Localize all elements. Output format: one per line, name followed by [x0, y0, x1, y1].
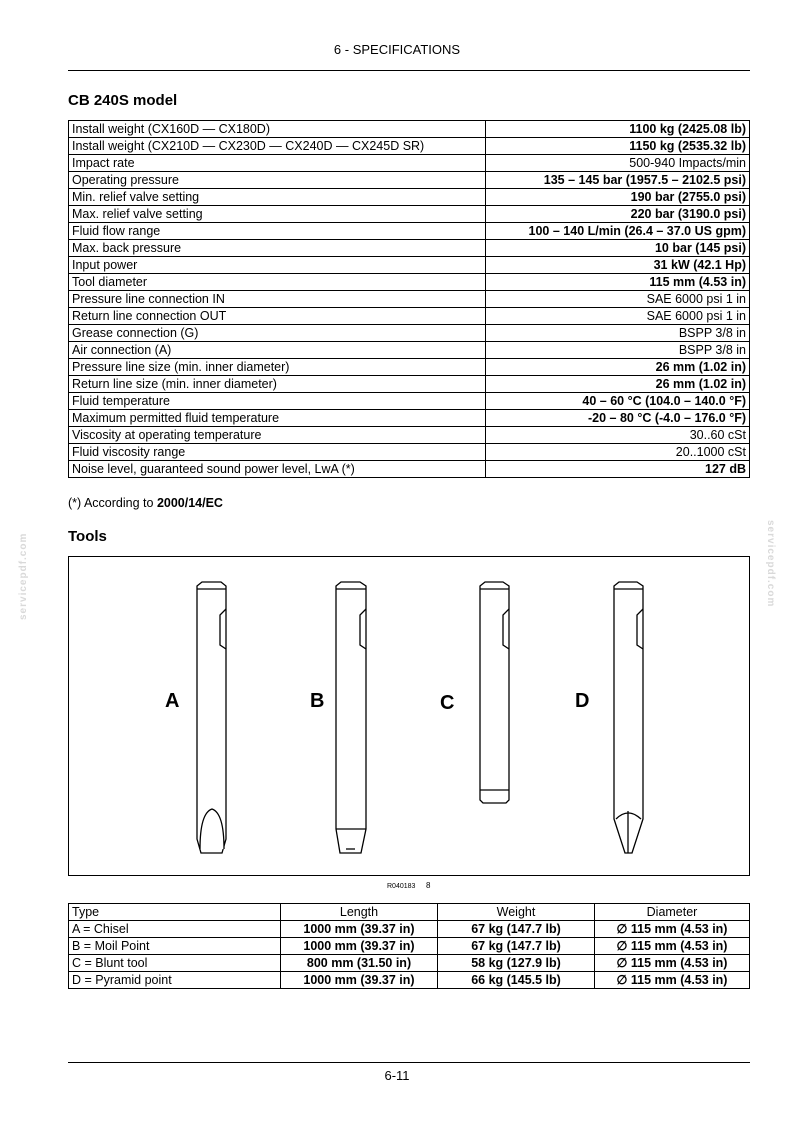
tool-letter-d: D	[575, 690, 590, 712]
spec-value: 1150 kg (2535.32 lb)	[486, 138, 750, 155]
tool-row	[69, 921, 750, 938]
page-number: 6-11	[384, 1068, 410, 1083]
spec-row	[69, 172, 750, 189]
tool-length-cell: 800 mm (31.50 in)	[281, 955, 438, 972]
tool-b-moil-point-drawing	[336, 582, 366, 853]
spec-value: 30..60 cSt	[486, 427, 750, 444]
spec-row	[69, 206, 750, 223]
spec-value: 115 mm (4.53 in)	[486, 274, 750, 291]
page-header: 6 - SPECIFICATIONS	[333, 42, 461, 57]
spec-value: 1100 kg (2425.08 lb)	[486, 121, 750, 138]
tool-row	[69, 955, 750, 972]
tool-letter-c: C	[440, 692, 455, 714]
spec-row	[69, 274, 750, 291]
spec-value: 100 – 140 L/min (26.4 – 37.0 US gpm)	[486, 223, 750, 240]
tool-type-cell: D = Pyramid point	[69, 972, 281, 989]
footnote-directive: 2000/14/EC	[156, 496, 223, 510]
spec-label: Pressure line connection IN	[69, 291, 486, 308]
spec-value: 220 bar (3190.0 psi)	[486, 206, 750, 223]
spec-label: Fluid viscosity range	[69, 444, 486, 461]
tool-letter-b: B	[310, 690, 325, 712]
footnote	[68, 496, 223, 510]
spec-label: Tool diameter	[69, 274, 486, 291]
tool-row	[69, 938, 750, 955]
col-header-length: Length	[281, 904, 438, 921]
tool-type-cell: B = Moil Point	[69, 938, 281, 955]
model-title: CB 240S model	[68, 92, 178, 109]
tool-diameter-cell: ∅ 115 mm (4.53 in)	[595, 955, 750, 972]
tool-type-cell: A = Chisel	[69, 921, 281, 938]
tool-row	[69, 972, 750, 989]
spec-row	[69, 427, 750, 444]
spec-label: Maximum permitted fluid temperature	[69, 410, 486, 427]
spec-row	[69, 121, 750, 138]
spec-value: 31 kW (42.1 Hp)	[486, 257, 750, 274]
figure-number: 8	[426, 881, 431, 890]
spec-label: Fluid temperature	[69, 393, 486, 410]
spec-label: Input power	[69, 257, 486, 274]
tool-a-chisel-drawing	[197, 582, 226, 853]
tool-letter-a: A	[165, 690, 180, 712]
spec-label: Max. relief valve setting	[69, 206, 486, 223]
spec-value: 26 mm (1.02 in)	[486, 376, 750, 393]
spec-value: 135 – 145 bar (1957.5 – 2102.5 psi)	[486, 172, 750, 189]
spec-label: Max. back pressure	[69, 240, 486, 257]
tools-table-header-row	[69, 904, 750, 921]
spec-row	[69, 240, 750, 257]
spec-row	[69, 257, 750, 274]
spec-row	[69, 461, 750, 478]
footer-rule	[68, 1062, 750, 1063]
tool-length-cell: 1000 mm (39.37 in)	[281, 921, 438, 938]
spec-label: Impact rate	[69, 155, 486, 172]
tools-figure	[68, 556, 750, 876]
spec-row	[69, 359, 750, 376]
spec-row	[69, 223, 750, 240]
header-rule	[68, 70, 750, 71]
spec-row	[69, 308, 750, 325]
tool-length-cell: 1000 mm (39.37 in)	[281, 972, 438, 989]
spec-value: 40 – 60 °C (104.0 – 140.0 °F)	[486, 393, 750, 410]
spec-row	[69, 291, 750, 308]
spec-row	[69, 325, 750, 342]
tools-table	[68, 903, 750, 989]
tool-diameter-cell: ∅ 115 mm (4.53 in)	[595, 921, 750, 938]
spec-row	[69, 189, 750, 206]
tool-diameter-cell: ∅ 115 mm (4.53 in)	[595, 938, 750, 955]
col-header-diameter: Diameter	[595, 904, 750, 921]
tool-weight-cell: 66 kg (145.5 lb)	[438, 972, 595, 989]
footnote-prefix: (*) According to	[68, 496, 157, 510]
spec-value: 500-940 Impacts/min	[486, 155, 750, 172]
spec-value: SAE 6000 psi 1 in	[486, 308, 750, 325]
spec-row	[69, 138, 750, 155]
spec-value: 26 mm (1.02 in)	[486, 359, 750, 376]
spec-row	[69, 376, 750, 393]
spec-value: 190 bar (2755.0 psi)	[486, 189, 750, 206]
spec-label: Min. relief valve setting	[69, 189, 486, 206]
spec-table	[68, 120, 750, 478]
col-header-type: Type	[69, 904, 281, 921]
tool-diameter-cell: ∅ 115 mm (4.53 in)	[595, 972, 750, 989]
tools-illustration	[69, 557, 749, 875]
spec-label: Viscosity at operating temperature	[69, 427, 486, 444]
spec-label: Install weight (CX210D — CX230D — CX240D — CX245D SR)	[69, 138, 486, 155]
spec-value: SAE 6000 psi 1 in	[486, 291, 750, 308]
figure-reference: R040183	[387, 883, 416, 890]
spec-label: Install weight (CX160D — CX180D)	[69, 121, 486, 138]
spec-label: Operating pressure	[69, 172, 486, 189]
spec-label: Fluid flow range	[69, 223, 486, 240]
spec-value: BSPP 3/8 in	[486, 325, 750, 342]
tool-weight-cell: 67 kg (147.7 lb)	[438, 921, 595, 938]
spec-label: Return line size (min. inner diameter)	[69, 376, 486, 393]
spec-value: -20 – 80 °C (-4.0 – 176.0 °F)	[486, 410, 750, 427]
tool-weight-cell: 58 kg (127.9 lb)	[438, 955, 595, 972]
spec-label: Grease connection (G)	[69, 325, 486, 342]
spec-value: 127 dB	[486, 461, 750, 478]
tool-c-blunt-tool-drawing	[480, 582, 509, 803]
spec-value: 20..1000 cSt	[486, 444, 750, 461]
watermark-right: servicepdf.com	[765, 520, 776, 608]
spec-value: 10 bar (145 psi)	[486, 240, 750, 257]
spec-row	[69, 444, 750, 461]
col-header-weight: Weight	[438, 904, 595, 921]
tool-length-cell: 1000 mm (39.37 in)	[281, 938, 438, 955]
spec-label: Noise level, guaranteed sound power level, LwA (*)	[69, 461, 486, 478]
tools-title: Tools	[68, 528, 107, 545]
spec-row	[69, 410, 750, 427]
tool-d-pyramid-point-drawing	[614, 582, 643, 853]
spec-label: Pressure line size (min. inner diameter)	[69, 359, 486, 376]
spec-row	[69, 155, 750, 172]
tool-weight-cell: 67 kg (147.7 lb)	[438, 938, 595, 955]
spec-row	[69, 342, 750, 359]
spec-value: BSPP 3/8 in	[486, 342, 750, 359]
watermark-left: servicepdf.com	[18, 532, 29, 620]
spec-label: Return line connection OUT	[69, 308, 486, 325]
spec-label: Air connection (A)	[69, 342, 486, 359]
spec-row	[69, 393, 750, 410]
tool-type-cell: C = Blunt tool	[69, 955, 281, 972]
